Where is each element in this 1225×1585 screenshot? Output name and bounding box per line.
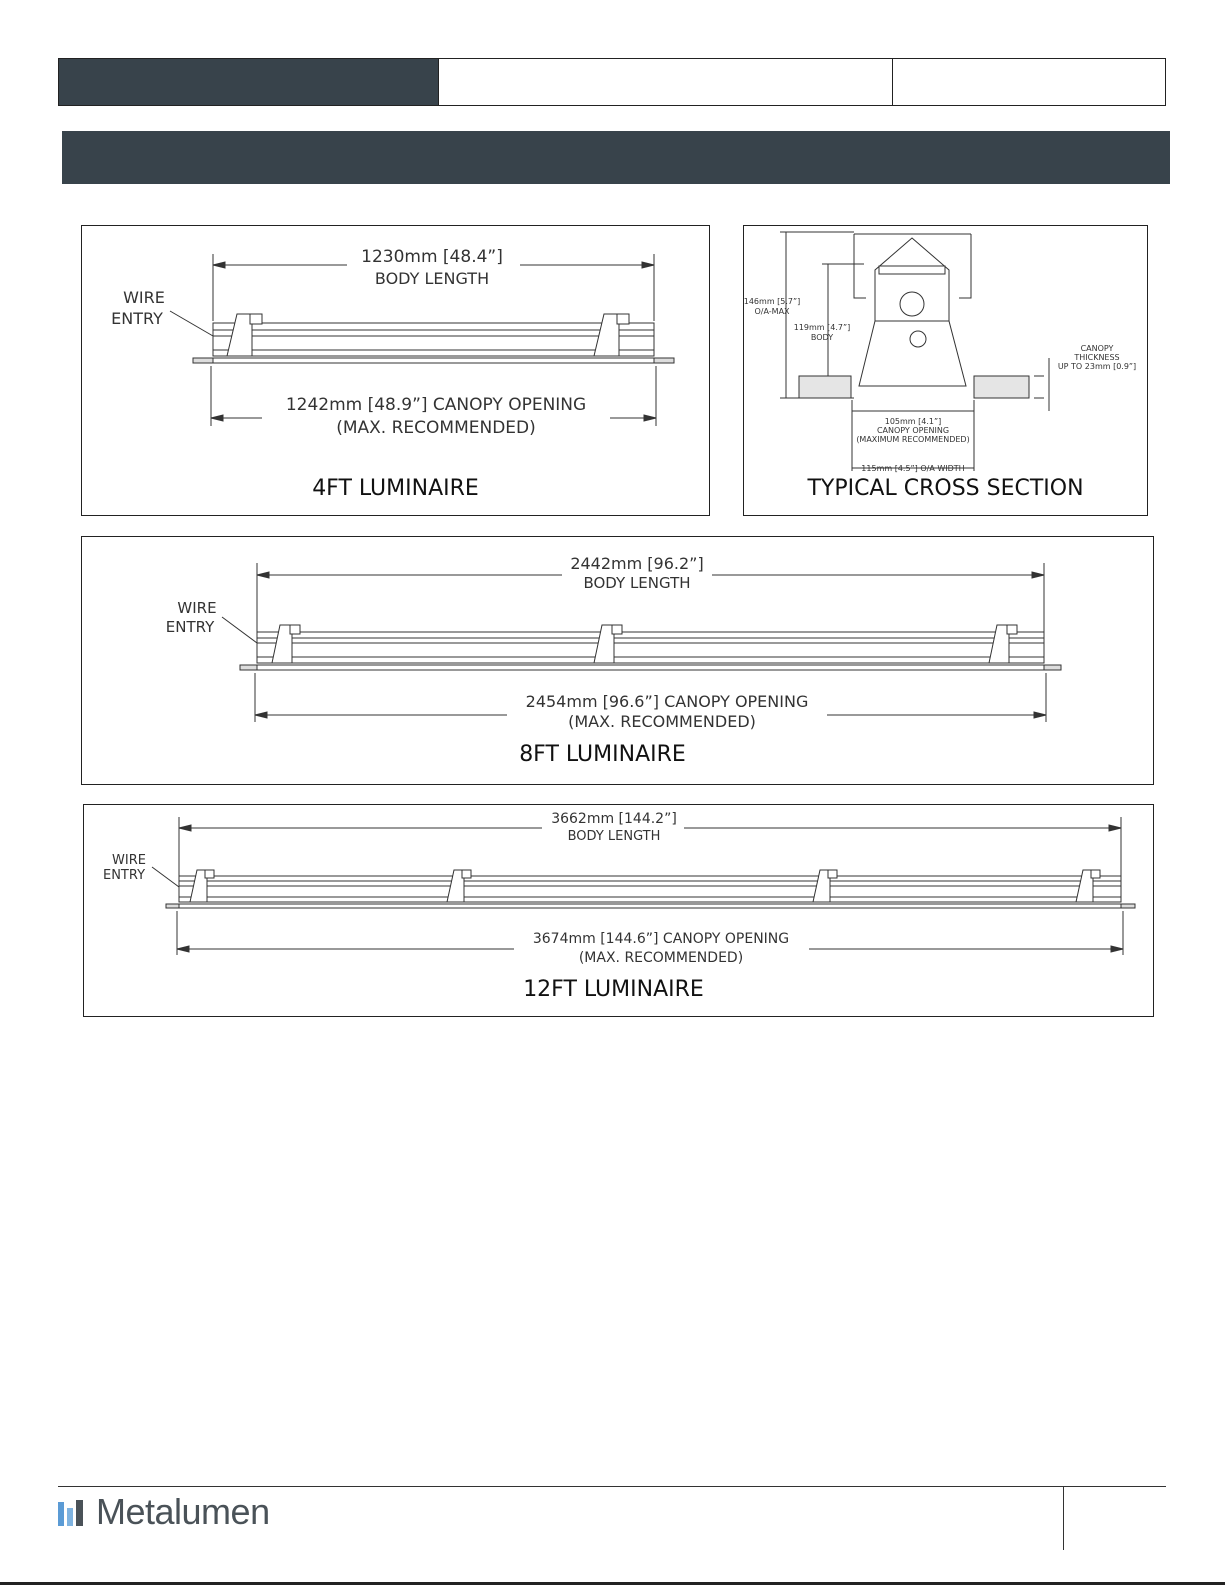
header-cell-right	[892, 58, 1166, 106]
dim-canopy-note: (MAX. RECOMMENDED)	[568, 712, 756, 731]
dim-opening-label: CANOPY OPENING	[876, 426, 950, 435]
wire-entry-label-1: WIRE	[112, 853, 146, 868]
dim-oa-max-label: O/A-MAX	[754, 307, 790, 316]
panel-8ft-luminaire	[81, 536, 1154, 785]
canopy-thickness-2: THICKNESS	[1074, 353, 1120, 362]
dim-canopy-opening: 1242mm [48.9”] CANOPY OPENING	[285, 395, 587, 415]
panel-12ft-luminaire	[83, 804, 1154, 1017]
dim-body-label: BODY	[810, 333, 834, 342]
drawing-4ft	[82, 226, 711, 517]
wire-entry-label-2: ENTRY	[165, 618, 215, 636]
caption-4ft: 4FT LUMINAIRE	[312, 476, 479, 501]
wire-entry-label-2: ENTRY	[102, 868, 146, 883]
dim-opening-note: (MAXIMUM RECOMMENDED)	[856, 435, 970, 444]
canopy-thickness-1: CANOPY	[1080, 344, 1114, 353]
dim-width: 115mm [4.5”] O/A WIDTH	[861, 464, 965, 473]
wire-entry-label-1: WIRE	[123, 288, 165, 307]
dim-body-length-label: BODY LENGTH	[567, 829, 661, 844]
brand-logo	[58, 1492, 270, 1532]
dim-canopy-opening: 2454mm [96.6”] CANOPY OPENING	[525, 692, 809, 711]
section-title-band	[62, 131, 1170, 184]
dim-opening-value: 105mm [4.1”]	[884, 417, 942, 426]
dim-canopy-note: (MAX. RECOMMENDED)	[336, 418, 536, 438]
panel-cross-section	[743, 225, 1148, 516]
dim-body-length-value: 2442mm [96.2”]	[570, 554, 704, 573]
footer-vertical-divider	[1063, 1486, 1064, 1550]
dim-body-length-label: BODY LENGTH	[374, 269, 490, 288]
caption-cross-section: TYPICAL CROSS SECTION	[807, 476, 1084, 501]
caption-8ft: 8FT LUMINAIRE	[519, 742, 686, 767]
canopy-thickness-3: UP TO 23mm [0.9”]	[1057, 362, 1137, 371]
dim-body-length-value: 1230mm [48.4”]	[361, 247, 503, 267]
panel-4ft-luminaire	[81, 225, 710, 516]
wire-entry-label-2: ENTRY	[111, 309, 163, 328]
metalumen-bars-icon	[58, 1498, 88, 1526]
dim-body-length-label: BODY LENGTH	[583, 574, 691, 592]
wire-entry-label-1: WIRE	[177, 599, 217, 617]
footer-divider	[58, 1486, 1166, 1487]
dim-body-value: 119mm [4.7”]	[793, 323, 851, 332]
header-dark-block	[58, 58, 439, 106]
dim-canopy-note: (MAX. RECOMMENDED)	[578, 950, 744, 966]
dim-canopy-opening: 3674mm [144.6”] CANOPY OPENING	[532, 931, 790, 947]
caption-12ft: 12FT LUMINAIRE	[523, 977, 704, 1002]
dim-oa-max-value: 146mm [5.7”]	[744, 297, 801, 306]
drawing-cross-section	[744, 226, 1149, 517]
header-cell-middle	[438, 58, 893, 106]
dim-body-length-value: 3662mm [144.2”]	[551, 811, 677, 827]
brand-name: Metalumen	[96, 1491, 270, 1532]
